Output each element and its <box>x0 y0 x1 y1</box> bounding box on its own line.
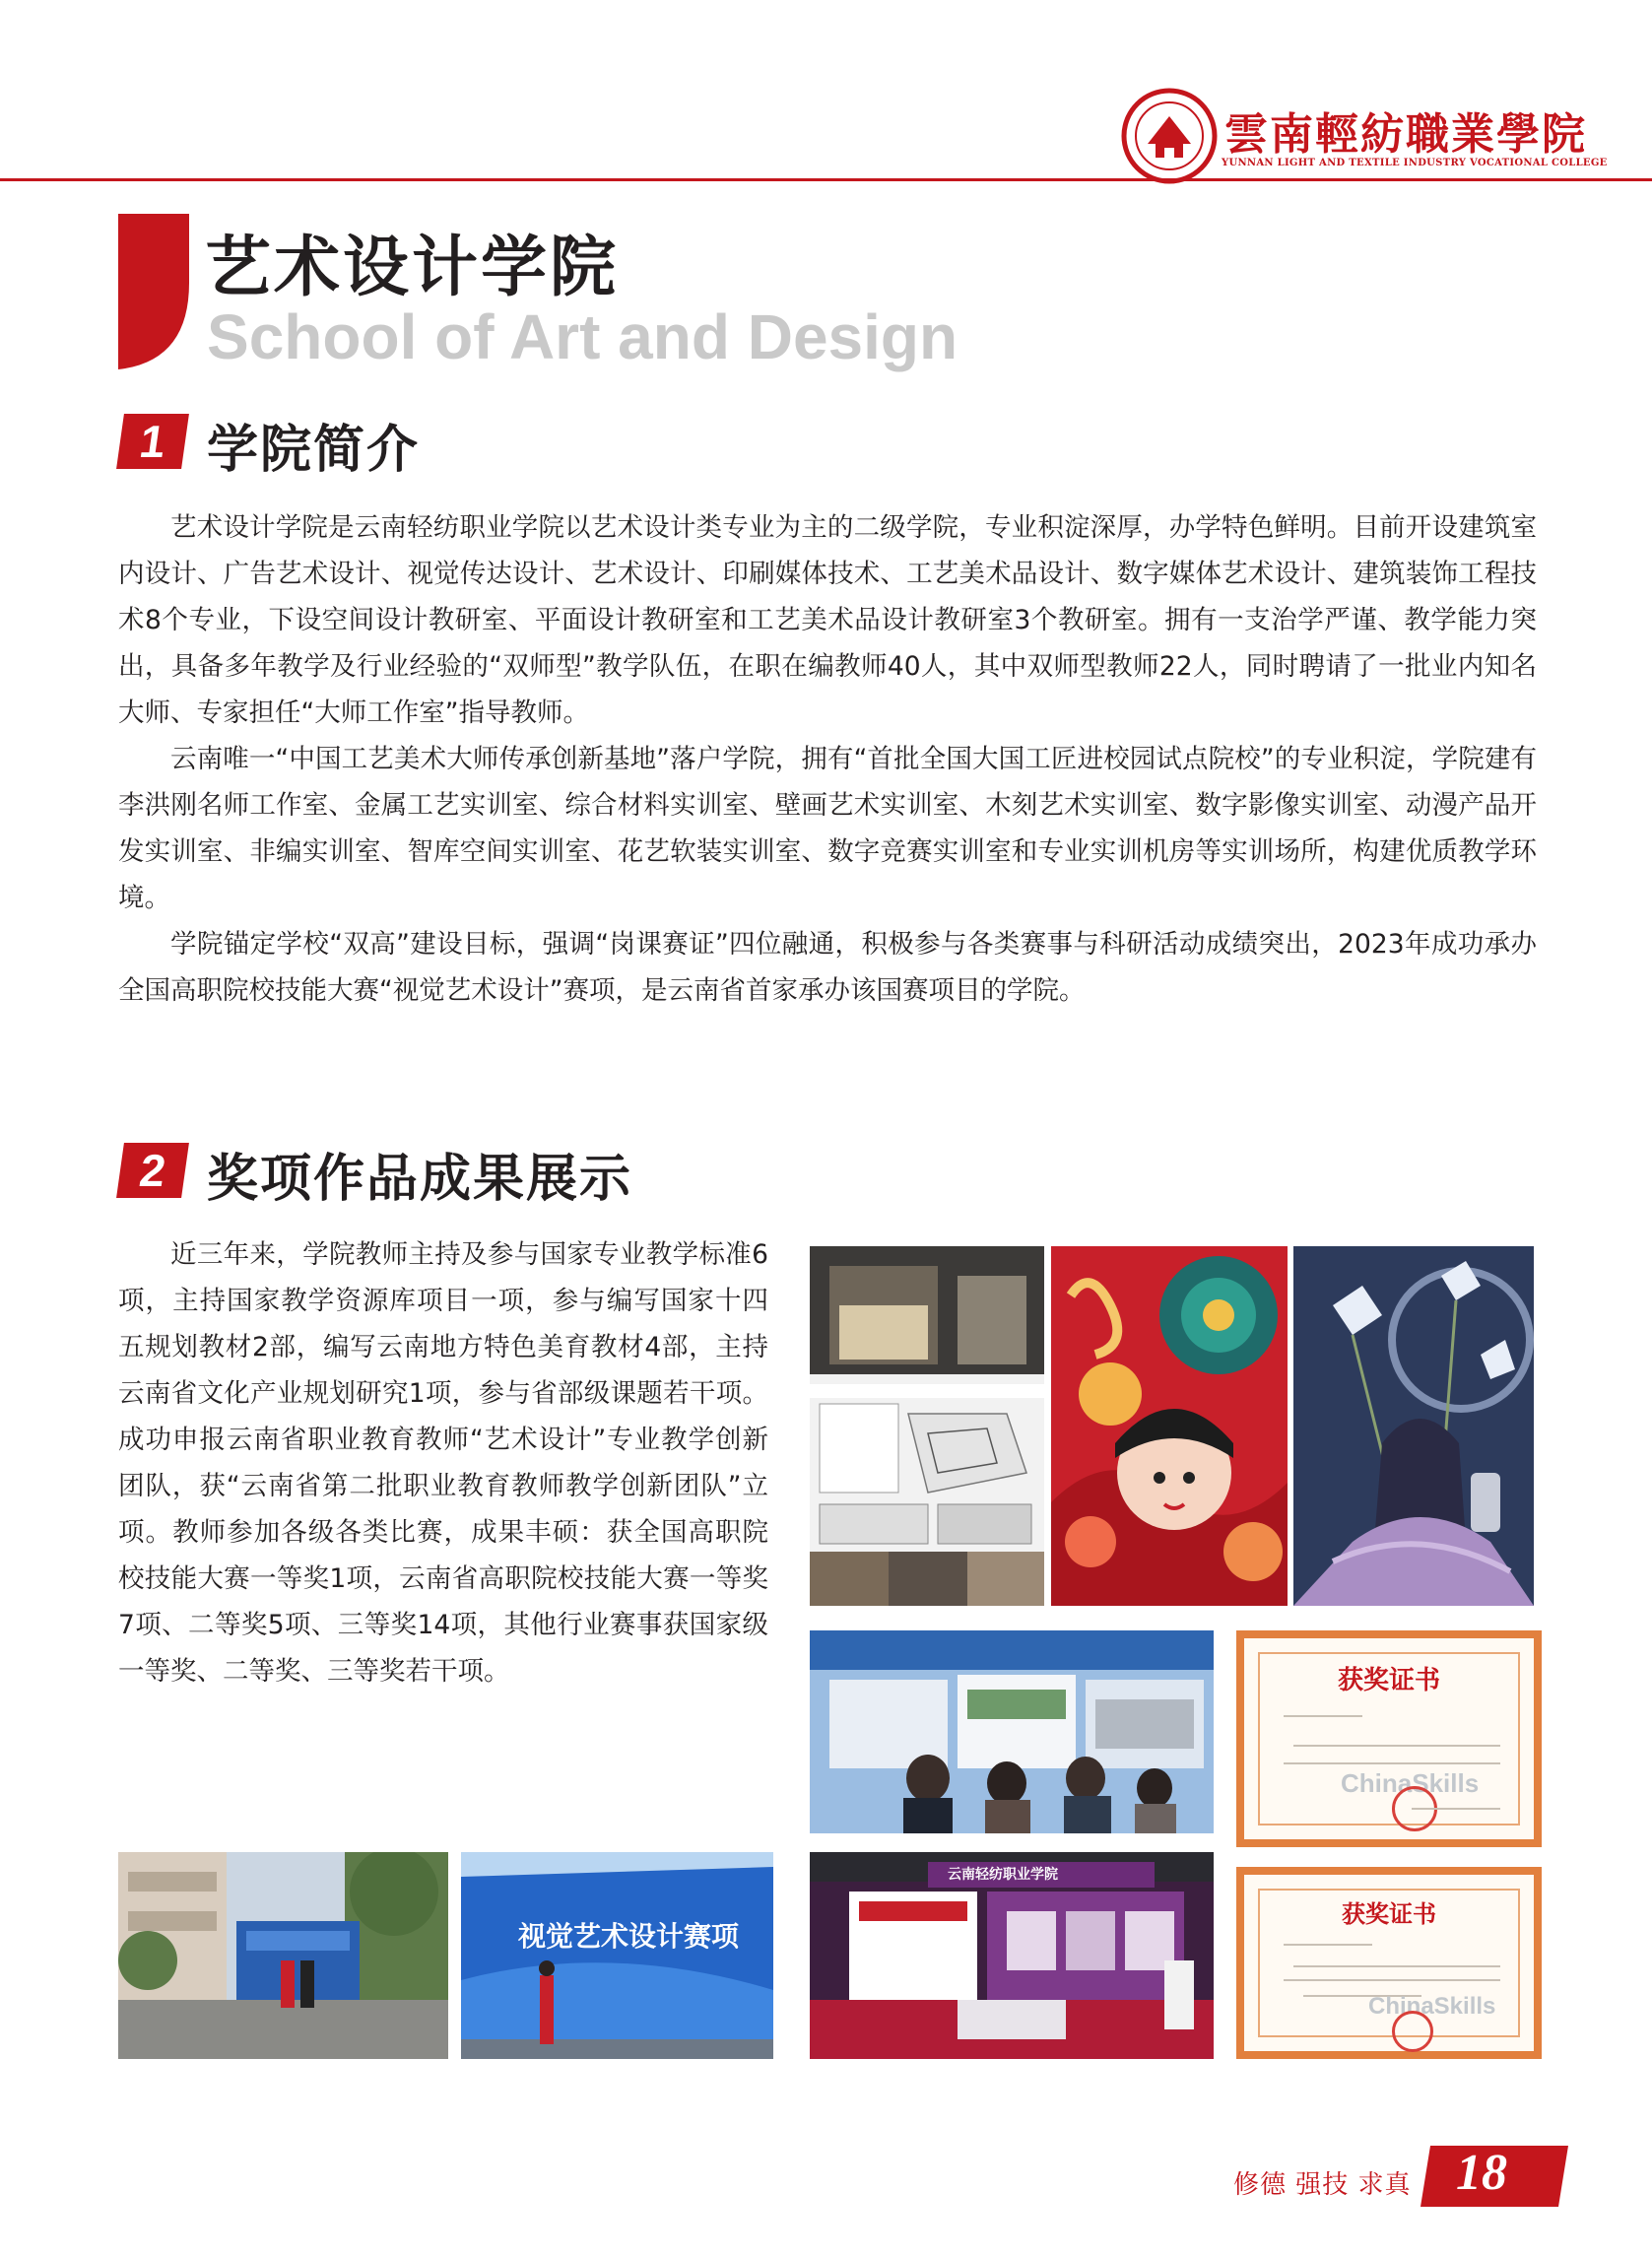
certificate-watermark: ChinaSkills <box>1341 1768 1480 1798</box>
certificate-text-line <box>1284 1715 1362 1717</box>
section-heading: 奖项作品成果展示 <box>207 1150 633 1209</box>
page-title: 艺术设计学院 <box>205 229 619 305</box>
photo-illustration-orchid-girl <box>1293 1246 1534 1606</box>
award-certificate <box>1236 1630 1542 1847</box>
college-name-cn: 雲南輕紡職業學院 <box>1224 109 1587 160</box>
certificate-watermark: ChinaSkills <box>1368 1993 1496 2020</box>
achievements-text <box>118 1231 768 1694</box>
certificate-text-line <box>1412 1808 1500 1810</box>
intro-paragraph: 云南唯一“中国工艺美术大师传承创新基地”落户学院，拥有“首批全国大国工匠进校园试点院校”的专业积淀，学院建有李洪刚名师工作室、金属工艺实训室、综合材料实训室、壁画艺术实训室、木刻艺术实训室、数字影像实训室、动漫产品开发实训室、非编实训室、智库空间实训室、花艺软装实训室、数字竞赛实训室和专业实训机房等实训场所，构建优质教学环境。 <box>118 744 1537 913</box>
intro-text <box>118 504 1537 1014</box>
certificate-text-line <box>1284 1944 1372 1946</box>
section-heading: 学院简介 <box>207 421 421 480</box>
certificate-text-line <box>1293 1745 1500 1747</box>
certificate-title: 获奖证书 <box>1342 1899 1436 1928</box>
college-logo <box>1120 87 1219 185</box>
header-rule <box>0 178 1652 181</box>
award-certificate <box>1236 1867 1542 2059</box>
photo-competition-banner <box>461 1852 773 2059</box>
section-number-badge: 1 <box>116 414 189 469</box>
certificate-text-line <box>1284 1762 1500 1764</box>
page-subtitle-en: School of Art and Design <box>207 301 958 372</box>
section-number-badge: 2 <box>116 1143 189 1198</box>
banner-text: 视觉艺术设计赛项 <box>518 1920 740 1953</box>
title-accent-bar <box>118 214 189 369</box>
intro-paragraph: 艺术设计学院是云南轻纺职业学院以艺术设计类专业为主的二级学院，专业积淀深厚，办学特色鲜明。目前开设建筑室内设计、广告艺术设计、视觉传达设计、艺术设计、印刷媒体技术、工艺美术品设计、数字媒体艺术设计、建筑装饰工程技术8个专业，下设空间设计教研室、平面设计教研室和工艺美术品设计教研室3个教研室。拥有一支治学严谨、教学能力突出，具备多年教学及行业经验的“双师型”教学队伍，在职在编教师40人，其中双师型教师22人，同时聘请了一批业内知名大师、专家担任“大师工作室”指导教师。 <box>118 512 1537 728</box>
exhibition-sign-text: 云南轻纺职业学院 <box>948 1867 1058 1883</box>
certificate-text-line <box>1284 1979 1500 1981</box>
photo-architecture-design-board <box>810 1246 1044 1606</box>
photo-exhibition-visitors <box>810 1630 1214 1833</box>
certificate-title: 获奖证书 <box>1337 1666 1440 1695</box>
certificate-seal <box>1392 2011 1433 2052</box>
photo-illustration-folk-art <box>1051 1246 1288 1606</box>
intro-paragraph: 学院锚定学校“双高”建设目标，强调“岗课赛证”四位融通，积极参与各类赛事与科研活动成绩突出，2023年成功承办全国高职院校技能大赛“视觉艺术设计”赛项，是云南省首家承办该国赛项目的学院。 <box>118 929 1537 1006</box>
achievements-paragraph: 近三年来，学院教师主持及参与国家专业教学标准6项，主持国家教学资源库项目一项，参与编写国家十四五规划教材2部，编写云南地方特色美育教材4部，主持云南省文化产业规划研究1项，参与省部级课题若干项。成功申报云南省职业教育教师“艺术设计”专业教学创新团队，获“云南省第二批职业教育教师教学创新团队”立项。教师参加各级各类比赛，成果丰硕：获全国高职院校技能大赛一等奖1项，云南省高职院校技能大赛一等奖7项、二等奖5项、三等奖14项，其他行业赛事获国家级一等奖、二等奖、三等奖若干项。 <box>118 1239 768 1687</box>
certificate-text-line <box>1293 1965 1500 1967</box>
photo-campus-event <box>118 1852 448 2059</box>
college-name-en: YUNNAN LIGHT AND TEXTILE INDUSTRY VOCATIONAL COLLEGE <box>1222 158 1608 168</box>
photo-college-exhibition-booth <box>810 1852 1214 2059</box>
page-number: 18 <box>1456 2145 1507 2201</box>
footer-motto: 修德 强技 求真 <box>1233 2170 1412 2200</box>
